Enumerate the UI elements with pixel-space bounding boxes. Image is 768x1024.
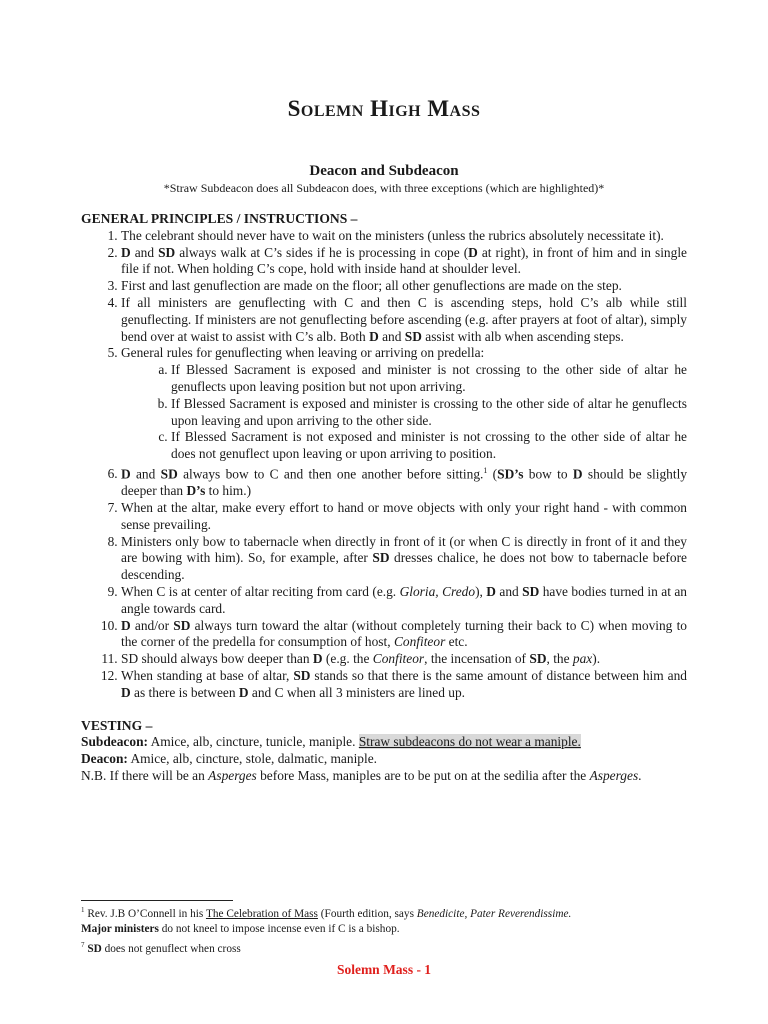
rule-c: c. If Blessed Sacrament is not exposed and minister is not crossing to the other side of altar he does not genuflect upon leaving or upon arriving to position. <box>171 429 687 463</box>
principle-10: 10. D and/or SD always turn toward the altar (without completely turning their back to C) when moving to the corner of the predella for consumption of host, Confiteor etc. <box>121 618 687 652</box>
main-content <box>81 211 687 785</box>
subdeacon-vesting: Subdeacon: Amice, alb, cincture, tunicle, maniple. Straw subdeacons do not wear a maniple. <box>81 734 581 750</box>
vesting-section <box>81 718 687 785</box>
footnote-ref-1: 1 <box>483 465 488 475</box>
footnote-1: $^1$ Rev. J.B O’Connell in his The Celebration of Mass (Fourth edition, says Benedicite, Pater Reverendissime. <box>81 906 572 920</box>
footnote-3: $^7$ SD does not genuflect when cross <box>81 940 241 955</box>
page-subtitle: Deacon and Subdeacon <box>309 163 459 179</box>
deacon-vesting: Deacon: Amice, alb, cincture, stole, dalmatic, maniple. <box>81 751 377 767</box>
principle-7: 7. When at the altar, make every effort to hand or move objects with only your right hand - with common sense prevailing. <box>121 500 687 534</box>
principle-3: 3. First and last genuflection are made on the floor; all other genuflections are made on the step. <box>121 278 687 295</box>
footnotes <box>81 903 687 957</box>
rule-b: b. If Blessed Sacrament is exposed and minister is crossing to the other side of altar he genuflects upon leaving and upon arriving to the other side. <box>171 396 687 430</box>
straw-highlight: Straw subdeacons do not wear a maniple. <box>358 734 581 750</box>
principles-list <box>81 228 687 702</box>
principle-6: 6. D and SD always bow to C and then one another before sitting.$^1$ (SD’s bow to D should be slightly deeper than D’s to him.) <box>121 463 687 500</box>
straw-subdeacon-note: *Straw Subdeacon does all Subdeacon does, with three exceptions (which are highlighted)* <box>163 181 605 195</box>
footnote-separator <box>81 900 233 901</box>
rule-a: a. If Blessed Sacrament is exposed and minister is not crossing to the other side of altar he genuflects upon leaving position but not upon arriving. <box>171 362 687 396</box>
footnote-2: Major ministers do not kneel to impose incense even if C is a bishop. <box>81 923 400 936</box>
principle-2: 2. D and SD always walk at C’s sides if he is processing in cope (D at right), in front of him and in single file if not. When holding C’s cope, hold with inside hand at shoulder level. <box>121 245 687 279</box>
principle-9: 9. When C is at center of altar reciting from card (e.g. Gloria, Credo), D and SD have bodies turned in at an angle towards card. <box>121 584 687 618</box>
principle-4: 4. If all ministers are genuflecting with C and then C is ascending steps, hold C’s alb while still genuflecting. If ministers are not genuflecting before ascending (e.g. after prayers at foot of altar), simply bend over at waist to assist with C’s alb. Both D and SD assist with alb when ascending steps. <box>121 295 687 345</box>
principle-12: 12. When standing at base of altar, SD stands so that there is the same amount of distance between him and D as there is between D and C when all 3 ministers are lined up. <box>121 668 687 702</box>
principle-8: 8. Ministers only bow to tabernacle when directly in front of it (or when C is directly in front of it and they are bowing with him). So, for example, after SD dresses chalice, he does not bow to tabernacle before descending. <box>121 534 687 584</box>
principle-1: 1. The celebrant should never have to wait on the ministers (unless the rubrics absolutely necessitate it). <box>121 228 687 245</box>
genuflecting-rules-list <box>121 362 687 463</box>
vesting-heading: VESTING – <box>81 717 153 733</box>
general-principles-heading: GENERAL PRINCIPLES / INSTRUCTIONS – <box>81 211 358 226</box>
principle-5: 5. General rules for genuflecting when leaving or arriving on predella: a. If Blessed Sacrament is exposed and minister is not crossing to the other side of altar he genuflects upon leaving position but not upon arriving. b. If Blessed Sacrament is exposed and minister is crossing to the other side of altar he genuflects upon leaving and upon arriving to the other side. c. If Blessed Sacrament is not exposed and minister is not crossing to the other side of altar he does not genuflect upon leaving or upon arriving to position. <box>121 345 687 463</box>
nb-note: N.B. If there will be an Asperges before Mass, maniples are to be put on at the sedilia after the Asperges. <box>81 767 642 783</box>
page-footer: Solemn Mass - 1 <box>336 962 432 977</box>
page-title: Solemn High Mass <box>287 96 481 121</box>
principle-11: 11. SD should always bow deeper than D (e.g. the Confiteor, the incensation of SD, the pax). <box>121 651 687 668</box>
